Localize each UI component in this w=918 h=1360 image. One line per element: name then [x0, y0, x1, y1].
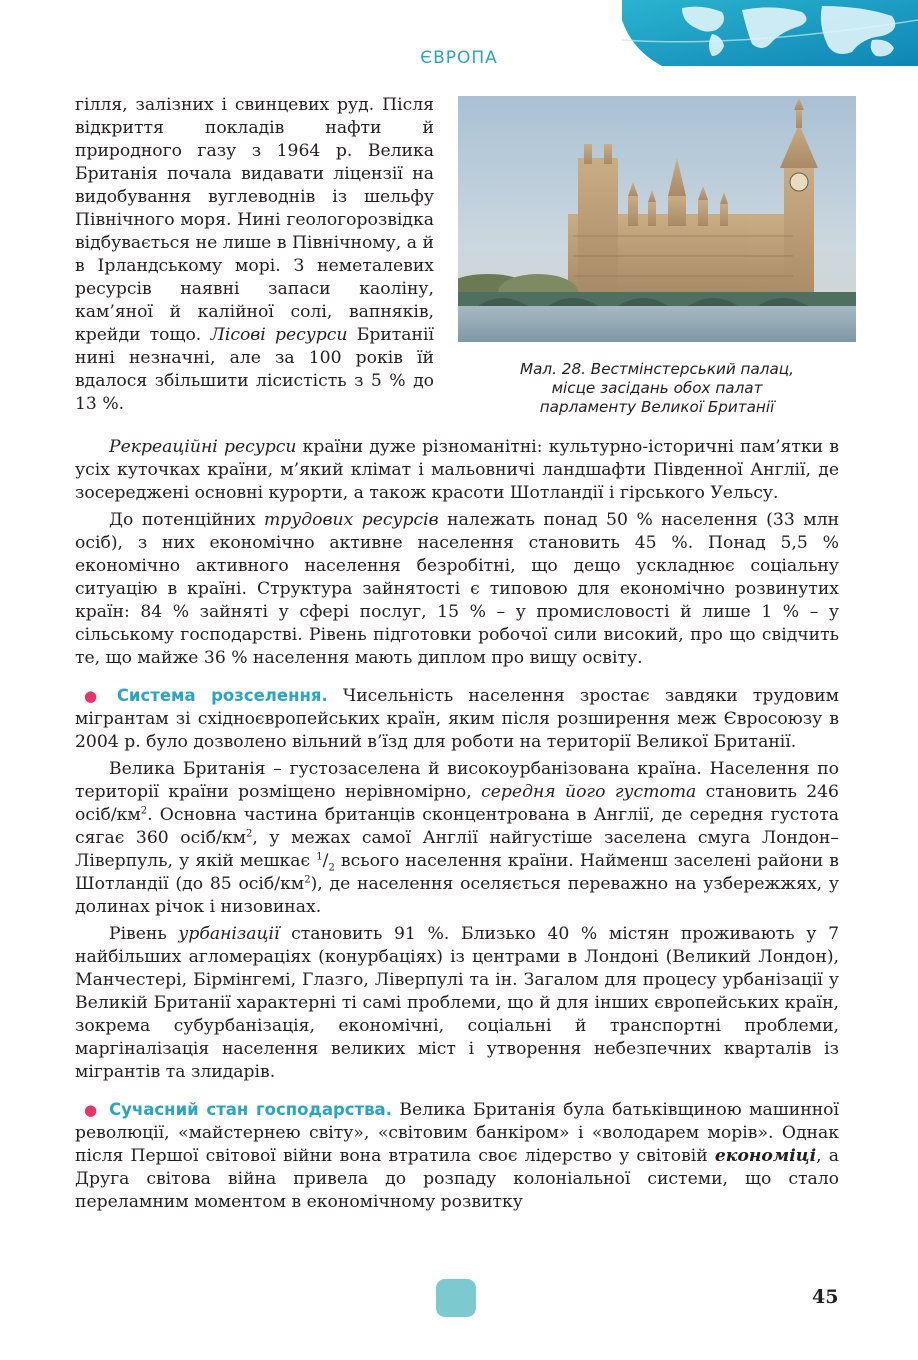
paragraph-text: Чисельність населення зростає завдяки трудовим мігрантам зі східноєвропейських країн, яким після розширення меж Євросоюзу в 2004 р. було дозволено вільний в’їзд для роботи на території Великої Британії.: [75, 686, 839, 752]
caption-line-1: Мал. 28. Вестмінстерський палац,: [520, 360, 794, 378]
paragraph-mineral-resources: [75, 94, 434, 416]
paragraph-text: становить 246 осіб/км: [75, 782, 839, 825]
superscript: 2: [140, 805, 148, 817]
section-bullet-icon: ●: [84, 687, 107, 705]
fraction-numerator: 1: [316, 851, 323, 863]
term-forest-resources: Лісові ресурси: [210, 325, 348, 345]
section-title-economy: Сучасний стан господарства.: [109, 1100, 392, 1119]
paragraph-text: Рівень: [109, 924, 179, 944]
paragraph-text: Британії нині незначні, але за 100 років їй вдалося збільшити лісистість з 5 % до 13 %.: [75, 325, 434, 414]
paragraph-text: належать понад 50 % населення (33 млн осіб), з них економічно активне населення становить 45 %. Понад 5,5 % економічно активного населення безробітні, що дещо ускладнює соціальну ситуацію в країні. Структура зайнятості є типовою для економічно розвинутих країн: 84 % зайняті у сфері послуг, 15 % – у промисловості й лише 1 % – у сільському господарстві. Рівень підготовки робочої сили високий, про що свідчить те, що майже 36 % населення мають диплом про вищу освіту.: [75, 510, 840, 668]
paragraph-text: становить 91 %. Близько 40 % містян проживають у 7 найбільших агломераціях (конурбаціях) із центрами в Лондоні (Великий Лондон), Манчестері, Бірмінгемі, Глазго, Ліверпулі та ін. Загалом для процесу урбанізації у Великій Британії характерні ті самі проблеми, що й для інших європейських країн, зокрема субурбанізація, економічні, соціальні й транспортні проблеми, маргіналізація населення великих міст і утворення небезпечних кварталів із мігрантів та злидарів.: [75, 924, 840, 1082]
section-bullet-icon: ●: [84, 1101, 100, 1119]
section-economy: [75, 1098, 839, 1214]
caption-line-2: місце засідань обох палат: [551, 379, 763, 397]
paragraph-population-density: [75, 758, 839, 919]
paragraph-text: . Основна частина британців сконцентрована в Англії, де середня густота сягає 360 осіб/км: [75, 805, 839, 848]
body-text-column: [75, 436, 839, 1214]
fraction-one-half: $^1/_2$: [316, 851, 335, 874]
section-title-settlement: Система розселення.: [116, 686, 328, 705]
superscript: 2: [304, 874, 311, 886]
paragraph-text: До потенційних: [109, 510, 264, 530]
term-urbanization: урбанізації: [178, 924, 280, 944]
paragraph-text: ), де населення оселяється переважно на узбережжях, у долинах річок і низовинах.: [75, 874, 839, 917]
term-economy: економіці: [714, 1146, 817, 1166]
term-average-density: середня його густота: [481, 782, 697, 802]
paragraph-text: Велика Британія – густозаселена й високоурбанізована країна. Населення по території країни розміщено нерівномірно,: [75, 759, 839, 802]
westminster-palace-photo: [458, 96, 856, 342]
paragraph-text: всього населення країни. Найменш заселені райони в Шотландії (до 85 осіб/км: [75, 851, 839, 894]
term-recreational-resources: Рекреаційні ресурси: [109, 437, 297, 457]
superscript: 2: [246, 828, 253, 840]
page-tab-decoration: [436, 1279, 476, 1317]
paragraph-text: країни дуже різноманітні: культурно-історичні пам’ятки в усіх куточках країни, м’який клімат і мальовничі ландшафти Південної Англії, де зосереджені основні курорти, а також красоти Шотландії і гірського Уельсу.: [75, 437, 839, 503]
paragraph-text: гілля, залізних і свинцевих руд. Після відкриття покладів нафти й природного газу з 1964 р. Велика Британія почала видавати ліцензії на видобування вуглеводнів із шельфу Північного моря. Нині геологорозвідка відбувається не лише в Північному, а й в Ірландському морі. З неметалевих ресурсів наявні запаси каоліну, кам’яної й калійної солі, вапняків, крейди тощо.: [75, 95, 434, 345]
paragraph-text: , а Друга світова війна привела до розпаду колоніальної системи, що стало переламним моментом в економічному розвитку: [75, 1146, 839, 1212]
paragraph-text: Велика Британія була батьківщиною машинної революції, «майстернею світу», «світовим банкіром» і «володарем морів». Однак після Першої світової війни вона втратила своє лідерство у світовій: [75, 1100, 839, 1166]
fraction-denominator: 2: [328, 862, 335, 874]
term-labor-resources: трудових ресурсів: [263, 510, 439, 530]
caption-line-3: парламенту Великої Британії: [539, 398, 775, 416]
paragraph-urbanization: [75, 923, 839, 1084]
section-settlement: [75, 684, 839, 754]
paragraph-labor-resources: [75, 509, 839, 670]
running-header-section: ЄВРОПА: [420, 48, 498, 68]
figure-caption: [486, 360, 828, 417]
paragraph-recreational-resources: [75, 436, 839, 505]
paragraph-text: , у межах самої Англії найгустіше заселена смуга Лондон–Ліверпуль, у якій мешкає: [75, 828, 839, 871]
page-number: 45: [812, 1286, 839, 1308]
